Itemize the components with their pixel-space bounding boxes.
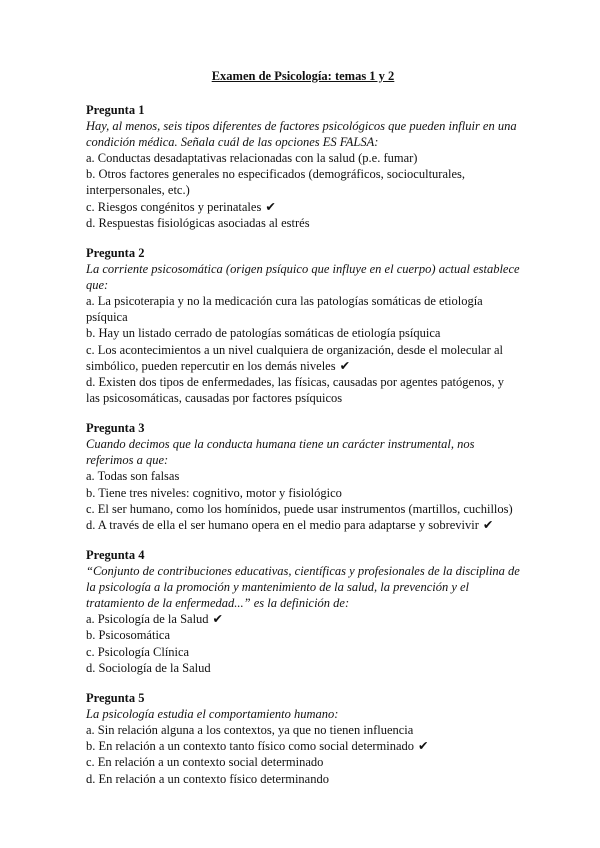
question-prompt: Cuando decimos que la conducta humana tiene un carácter instrumental, nos referimos a que:	[86, 437, 475, 468]
answer-option	[86, 150, 520, 166]
answer-options	[86, 293, 520, 406]
question-prompt: La psicología estudia el comportamiento humano:	[86, 707, 339, 722]
correct-check-icon: ✔	[482, 518, 494, 533]
correct-check-icon: ✔	[418, 739, 429, 754]
question-prompt: Hay, al menos, seis tipos diferentes de factores psicológicos que pueden influir en una condición médica. Señala cuál de las opciones ES FALSA:	[86, 119, 517, 149]
answer-option	[86, 644, 520, 660]
answer-option-text: a. Psicología de la Salud	[86, 612, 209, 627]
answer-option-text: a. La psicoterapia y no la medicación cura las patologías somáticas de etiología psíquica	[86, 294, 483, 325]
question-block	[86, 690, 520, 787]
answer-option	[86, 660, 520, 676]
answer-option-text: d. Existen dos tipos de enfermedades, las físicas, causadas por agentes patógenos, y las psicosomáticas, causadas por factores psíquicos	[86, 375, 504, 406]
answer-option-text: d. En relación a un contexto físico determinando	[86, 771, 329, 786]
question-block	[86, 102, 520, 231]
answer-option	[86, 199, 520, 215]
answer-option	[86, 722, 520, 738]
question-prompt: “Conjunto de contribuciones educativas, científicas y profesionales de la disciplina de la psicología a la promoción y mantenimiento de la salud, la prevención y el tratamiento de la enfermedad...” es la definición de:	[86, 564, 520, 611]
document-title: Examen de Psicología: temas 1 y 2	[211, 69, 395, 83]
answer-option	[86, 627, 520, 643]
answer-option-text: c. Psicología Clínica	[86, 644, 190, 659]
correct-check-icon: ✔	[212, 612, 224, 627]
answer-option	[86, 517, 520, 533]
answer-option	[86, 215, 520, 231]
answer-option	[86, 738, 520, 754]
answer-option-text: b. En relación a un contexto tanto físico como social determinado	[86, 739, 415, 754]
question-heading: Pregunta 5	[86, 691, 145, 706]
answer-option	[86, 468, 520, 484]
question-block	[86, 547, 520, 676]
answer-option-text: a. Todas son falsas	[86, 469, 180, 484]
answer-option-text: d. A través de ella el ser humano opera en el medio para adaptarse y sobrevivir	[86, 518, 479, 533]
correct-check-icon: ✔	[265, 199, 276, 214]
question-prompt: La corriente psicosomática (origen psíquico que influye en el cuerpo) actual establece que:	[86, 262, 520, 293]
answer-options	[86, 611, 520, 676]
answer-option	[86, 611, 520, 627]
question-heading: Pregunta 3	[86, 421, 145, 436]
question-block	[86, 420, 520, 533]
answer-option	[86, 374, 520, 406]
answer-option	[86, 501, 520, 517]
answer-option-text: b. Psicosomática	[86, 628, 171, 643]
answer-option	[86, 771, 520, 787]
answer-option	[86, 485, 520, 501]
answer-option-text: b. Otros factores generales no especificados (demográficos, socioculturales, interpersonales, etc.)	[86, 167, 466, 198]
answer-options	[86, 150, 520, 231]
correct-check-icon: ✔	[339, 358, 351, 373]
answer-option-text: c. El ser humano, como los homínidos, puede usar instrumentos (martillos, cuchillos)	[86, 501, 513, 516]
answer-option-text: b. Hay un listado cerrado de patologías somáticas de etiología psíquica	[86, 326, 441, 341]
answer-option	[86, 293, 520, 325]
answer-option-text: a. Sin relación alguna a los contextos, ya que no tienen influencia	[86, 723, 414, 738]
answer-options	[86, 468, 520, 533]
answer-option-text: a. Conductas desadaptativas relacionadas con la salud (p.e. fumar)	[86, 151, 418, 165]
questions-list	[86, 102, 520, 787]
answer-options	[86, 722, 520, 787]
answer-option-text: d. Respuestas fisiológicas asociadas al estrés	[86, 215, 310, 230]
answer-option-text: c. En relación a un contexto social determinado	[86, 755, 324, 770]
answer-option	[86, 325, 520, 341]
answer-option	[86, 166, 520, 198]
answer-option	[86, 342, 520, 374]
question-heading: Pregunta 1	[86, 103, 145, 117]
answer-option-text: c. Riesgos congénitos y perinatales	[86, 199, 262, 214]
answer-option	[86, 754, 520, 770]
question-heading: Pregunta 2	[86, 246, 145, 261]
answer-option-text: b. Tiene tres niveles: cognitivo, motor y fisiológico	[86, 485, 342, 500]
answer-option-text: d. Sociología de la Salud	[86, 660, 211, 675]
question-heading: Pregunta 4	[86, 548, 145, 563]
answer-option-text: c. Los acontecimientos a un nivel cualquiera de organización, desde el molecular al simbólico, pueden repercutir en los demás niveles	[86, 342, 503, 373]
question-block	[86, 245, 520, 406]
